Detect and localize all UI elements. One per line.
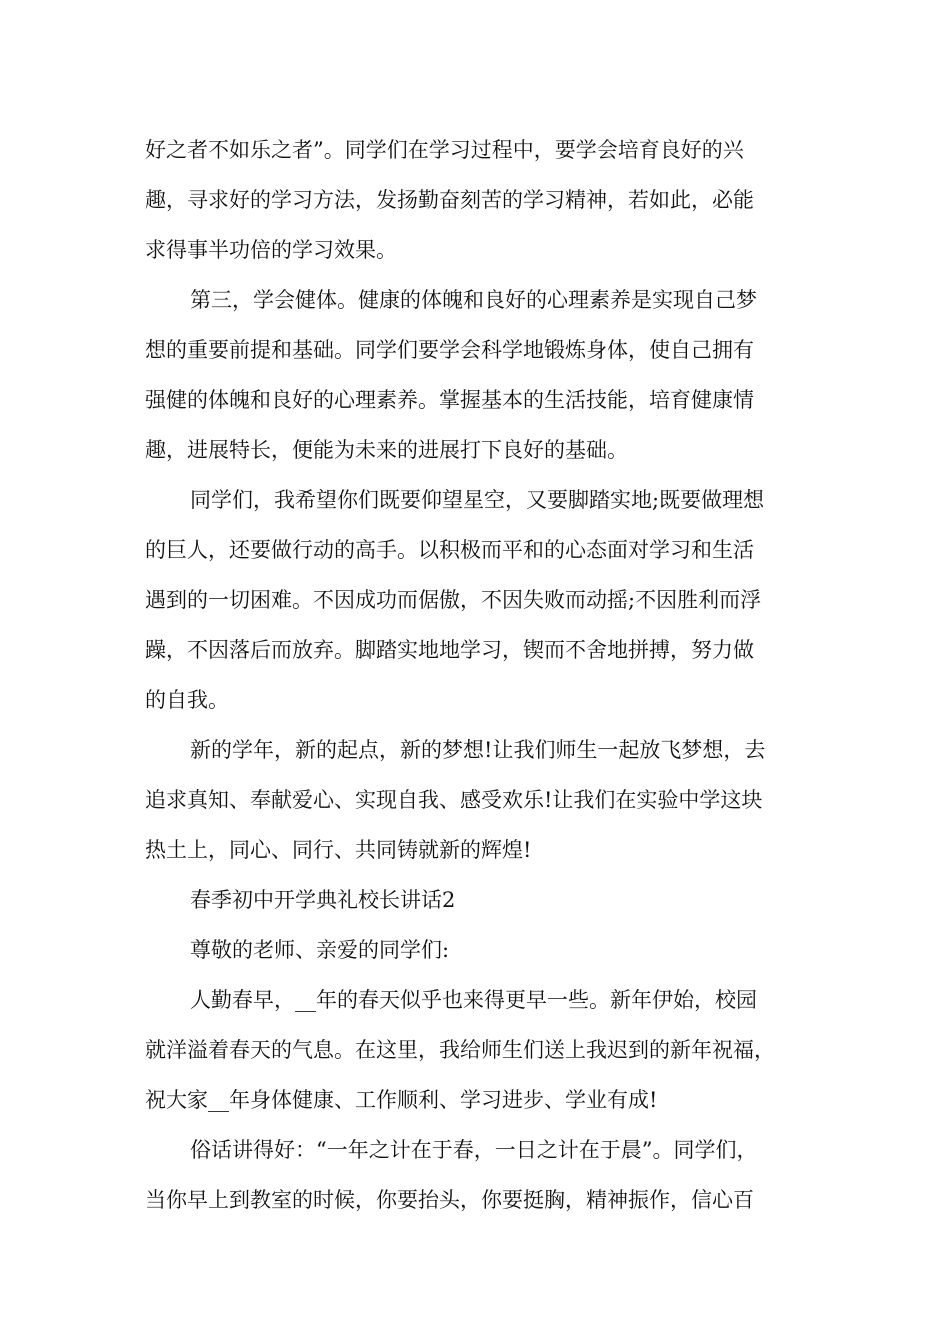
text-line: 祝大家__年身体健康、工作顺利、学习进步、学业有成! [145,1088,658,1112]
text-line: 当你早上到教室的时候，你要抬头，你要挺胸，精神振作，信心百 [145,1188,754,1212]
text-line: 追求真知、奉献爱心、实现自我、感受欢乐!让我们在实验中学这块 [145,788,763,812]
text-line: 躁，不因落后而放弃。脚踏实地地学习，锲而不舍地拼搏，努力做 [145,638,754,662]
salutation: 尊敬的老师、亲爱的同学们: [190,938,450,962]
section-heading: 春季初中开学典礼校长讲话2 [190,888,456,912]
paragraph-first-line: 新的学年，新的起点，新的梦想!让我们师生一起放飞梦想，去 [190,738,766,762]
text-line: 趣，进展特长，便能为未来的进展打下良好的基础。 [145,438,628,462]
text-line: 想的重要前提和基础。同学们要学会科学地锻炼身体，使自己拥有 [145,338,754,362]
text-line: 好之者不如乐之者”。同学们在学习过程中，要学会培育良好的兴 [145,138,744,162]
paragraph-first-line: 俗话讲得好：“一年之计在于春，一日之计在于晨”。同学们， [190,1138,758,1162]
text-line: 的自我。 [145,688,229,712]
text-line: 趣，寻求好的学习方法，发扬勤奋刻苦的学习精神，若如此，必能 [145,188,754,212]
paragraph-first-line: 人勤春早，__年的春天似乎也来得更早一些。新年伊始，校园 [190,988,757,1012]
text-line: 强健的体魄和良好的心理素养。掌握基本的生活技能，培育健康情 [145,388,754,412]
text-line: 遇到的一切困难。不因成功而倨傲，不因失败而动摇;不因胜利而浮 [145,588,762,612]
text-line: 的巨人，还要做行动的高手。以积极而平和的心态面对学习和生活 [145,538,754,562]
text-line: 就洋溢着春天的气息。在这里，我给师生们送上我迟到的新年祝福， [145,1038,775,1062]
text-line: 求得事半功倍的学习效果。 [145,238,397,262]
text-line: 热土上，同心、同行、共同铸就新的辉煌! [145,838,532,862]
paragraph-first-line: 同学们，我希望你们既要仰望星空，又要脚踏实地;既要做理想 [190,488,765,512]
paragraph-first-line: 第三，学会健体。健康的体魄和良好的心理素养是实现自己梦 [190,288,757,312]
